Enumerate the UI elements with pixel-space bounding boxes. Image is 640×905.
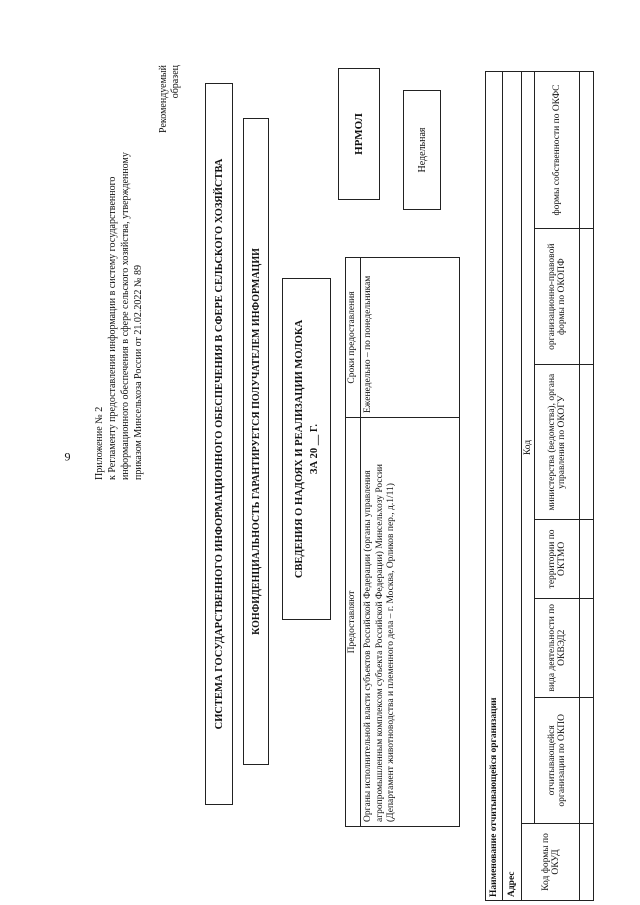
- code-column-okopf: организационно-правовой формы по ОКОПФ: [535, 229, 580, 365]
- code-column-oktmo: территории по ОКТМО: [535, 519, 580, 598]
- provider-cell: Органы исполнительной власти субъектов Российской Федерации (органы управления агропромышленным комплексом субъекта Российской Федерации) Минсельхозу России (Департамент животноводства и племенного дела – г. Москва, Орликов пер., д.1/11): [361, 418, 460, 827]
- system-title-box: [205, 83, 233, 805]
- code-column-okfs: формы собственности по ОКФС: [535, 72, 580, 229]
- appendix-line: информационного обеспечения в сфере сельского хозяйства, утвержденному: [120, 152, 131, 480]
- report-period: ЗА 20 __ Г.: [308, 423, 320, 475]
- system-title: СИСТЕМА ГОСУДАРСТВЕННОГО ИНФОРМАЦИОННОГО ОБЕСПЕЧЕНИЯ В СФЕРЕ СЕЛЬСКОГО ХОЗЯЙСТВА: [213, 158, 225, 730]
- provider-header: Предоставляют: [346, 418, 361, 827]
- code-column-okpo: отчитывающейся организации по ОКПО: [535, 697, 580, 823]
- address-label: Адрес: [503, 72, 522, 901]
- report-title-box: [282, 278, 331, 620]
- report-title: СВЕДЕНИЯ О НАДОЯХ И РЕАЛИЗАЦИИ МОЛОКА: [293, 319, 305, 579]
- reporting-organization-table: [485, 71, 594, 901]
- provide-table: [345, 257, 460, 827]
- deadline-header: Сроки предоставления: [346, 258, 361, 418]
- recommended-sample-note: [158, 65, 182, 165]
- okud-code-label: Код формы по ОКУД: [522, 824, 580, 901]
- form-code-box: [338, 68, 380, 200]
- value-cell-okved2[interactable]: [580, 598, 594, 697]
- value-cell-okpo[interactable]: [580, 697, 594, 823]
- value-cell-okogu[interactable]: [580, 365, 594, 520]
- confidentiality-text: КОНФИДЕНЦИАЛЬНОСТЬ ГАРАНТИРУЕТСЯ ПОЛУЧАТЕЛЕМ ИНФОРМАЦИИ: [250, 248, 262, 635]
- form-code: НРМОЛ: [353, 113, 365, 155]
- code-header: Код: [522, 72, 535, 824]
- org-name-label: Наименование отчитывающейся организации: [486, 72, 503, 901]
- frequency: Недельная: [416, 127, 428, 173]
- appendix-line: к Регламенту предоставления информации в систему государственного: [107, 176, 118, 480]
- appendix-block: [93, 50, 145, 480]
- appendix-line: приказом Минсельхоза России от 21.02.2022 № 89: [133, 265, 144, 480]
- code-column-okogu: министерства (ведомства), органа управления по ОКОГУ: [535, 365, 580, 520]
- value-cell-okfs[interactable]: [580, 72, 594, 229]
- value-cell-okopf[interactable]: [580, 229, 594, 365]
- recommended-line: образец: [170, 65, 181, 99]
- value-cell-oktmo[interactable]: [580, 519, 594, 598]
- deadline-cell: Еженедельно – по понедельникам: [361, 258, 460, 418]
- appendix-title: Приложение № 2: [94, 406, 105, 480]
- code-column-okved2: вида деятельности по ОКВЭД2: [535, 598, 580, 697]
- frequency-box: [403, 90, 441, 210]
- confidentiality-box: [243, 118, 269, 765]
- recommended-line: Рекомендуемый: [158, 65, 169, 133]
- page-number: 9: [64, 449, 71, 464]
- value-cell-okud[interactable]: [580, 824, 594, 901]
